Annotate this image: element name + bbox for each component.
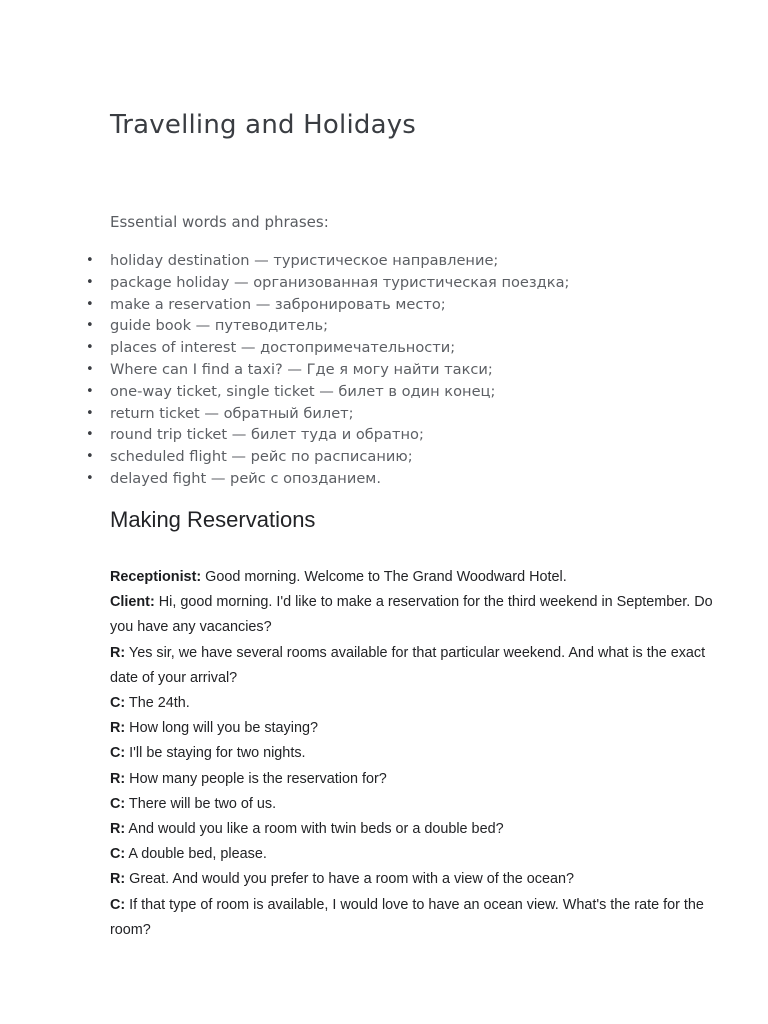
speaker-label: R: <box>110 644 126 661</box>
speaker-label: Client: <box>110 594 155 611</box>
bullet-icon: • <box>86 383 94 399</box>
dialogue-text: Yes sir, we have several rooms available for that particular weekend. And what is the exact date of your arrival? <box>110 644 706 686</box>
vocabulary-list <box>86 250 730 490</box>
bullet-icon: • <box>86 274 94 290</box>
vocabulary-text: package holiday — организованная туристическая поездка; <box>110 273 570 291</box>
dialogue-line <box>110 817 720 842</box>
speaker-label: C: <box>110 795 126 812</box>
section-title: Making Reservations <box>110 507 316 532</box>
vocabulary-text: places of interest — достопримечательности; <box>110 339 456 357</box>
dialogue-text: How many people is the reservation for? <box>125 770 387 787</box>
speaker-label: R: <box>110 821 126 838</box>
bullet-icon: • <box>86 340 94 356</box>
dialogue-text: The 24th. <box>125 695 190 712</box>
vocabulary-text: guide book — путеводитель; <box>110 317 328 335</box>
speaker-label: C: <box>110 846 126 863</box>
dialogue-text: There will be two of us. <box>125 795 277 812</box>
speaker-label: R: <box>110 770 126 787</box>
vocabulary-intro: Essential words and phrases: <box>110 213 329 231</box>
bullet-icon: • <box>86 449 94 465</box>
speaker-label: Receptionist: <box>110 569 202 585</box>
speaker-label: C: <box>110 695 126 712</box>
vocabulary-item <box>86 446 730 468</box>
bullet-icon: • <box>86 361 94 377</box>
dialogue-line <box>110 590 720 640</box>
dialogue-text: And would you like a room with twin beds or a double bed? <box>125 821 504 838</box>
vocabulary-item <box>86 403 730 425</box>
bullet-icon: • <box>86 253 94 268</box>
dialogue-line <box>110 691 720 716</box>
vocabulary-item <box>86 315 730 337</box>
vocabulary-text: Where can I find a taxi? — Где я могу найти такси; <box>110 360 493 378</box>
dialogue-text: How long will you be staying? <box>125 720 318 737</box>
vocabulary-text: delayed fight — рейс с опозданием. <box>110 469 381 487</box>
dialogue <box>110 565 720 943</box>
dialogue-line <box>110 565 720 590</box>
dialogue-line <box>110 893 720 943</box>
bullet-icon: • <box>86 405 94 421</box>
bullet-icon: • <box>86 296 94 312</box>
dialogue-text: If that type of room is available, I would love to have an ocean view. What's the rate for the room? <box>110 896 704 938</box>
dialogue-line <box>110 716 720 741</box>
bullet-icon: • <box>86 318 94 334</box>
vocabulary-text: round trip ticket — билет туда и обратно; <box>110 426 424 444</box>
dialogue-line <box>110 842 720 867</box>
speaker-label: R: <box>110 871 126 888</box>
dialogue-text: Hi, good morning. I'd like to make a reservation for the third weekend in September. Do you have any vacancies? <box>110 594 713 636</box>
vocabulary-item <box>86 250 730 272</box>
vocabulary-item <box>86 468 730 490</box>
vocabulary-item <box>86 294 730 316</box>
vocabulary-text: return ticket — обратный билет; <box>110 404 354 422</box>
bullet-icon: • <box>86 427 94 443</box>
dialogue-line <box>110 792 720 817</box>
vocabulary-item <box>86 359 730 381</box>
vocabulary-item <box>86 381 730 403</box>
dialogue-text: I'll be staying for two nights. <box>125 745 306 762</box>
dialogue-line <box>110 641 720 691</box>
speaker-label: R: <box>110 720 126 737</box>
dialogue-text: Good morning. Welcome to The Grand Woodward Hotel. <box>201 569 567 585</box>
bullet-icon: • <box>86 470 94 486</box>
speaker-label: C: <box>110 745 126 762</box>
speaker-label: C: <box>110 896 126 913</box>
dialogue-line <box>110 867 720 892</box>
vocabulary-item <box>86 337 730 359</box>
dialogue-text: Great. And would you prefer to have a room with a view of the ocean? <box>125 871 574 888</box>
vocabulary-item <box>86 272 730 294</box>
dialogue-line <box>110 741 720 766</box>
dialogue-text: A double bed, please. <box>125 846 267 863</box>
page-title: Travelling and Holidays <box>110 110 417 140</box>
dialogue-line <box>110 767 720 792</box>
vocabulary-text: holiday destination — туристическое направление; <box>110 252 499 269</box>
vocabulary-text: scheduled flight — рейс по расписанию; <box>110 448 413 466</box>
vocabulary-text: make a reservation — забронировать место; <box>110 295 446 313</box>
vocabulary-item <box>86 424 730 446</box>
vocabulary-text: one-way ticket, single ticket — билет в один конец; <box>110 382 496 400</box>
